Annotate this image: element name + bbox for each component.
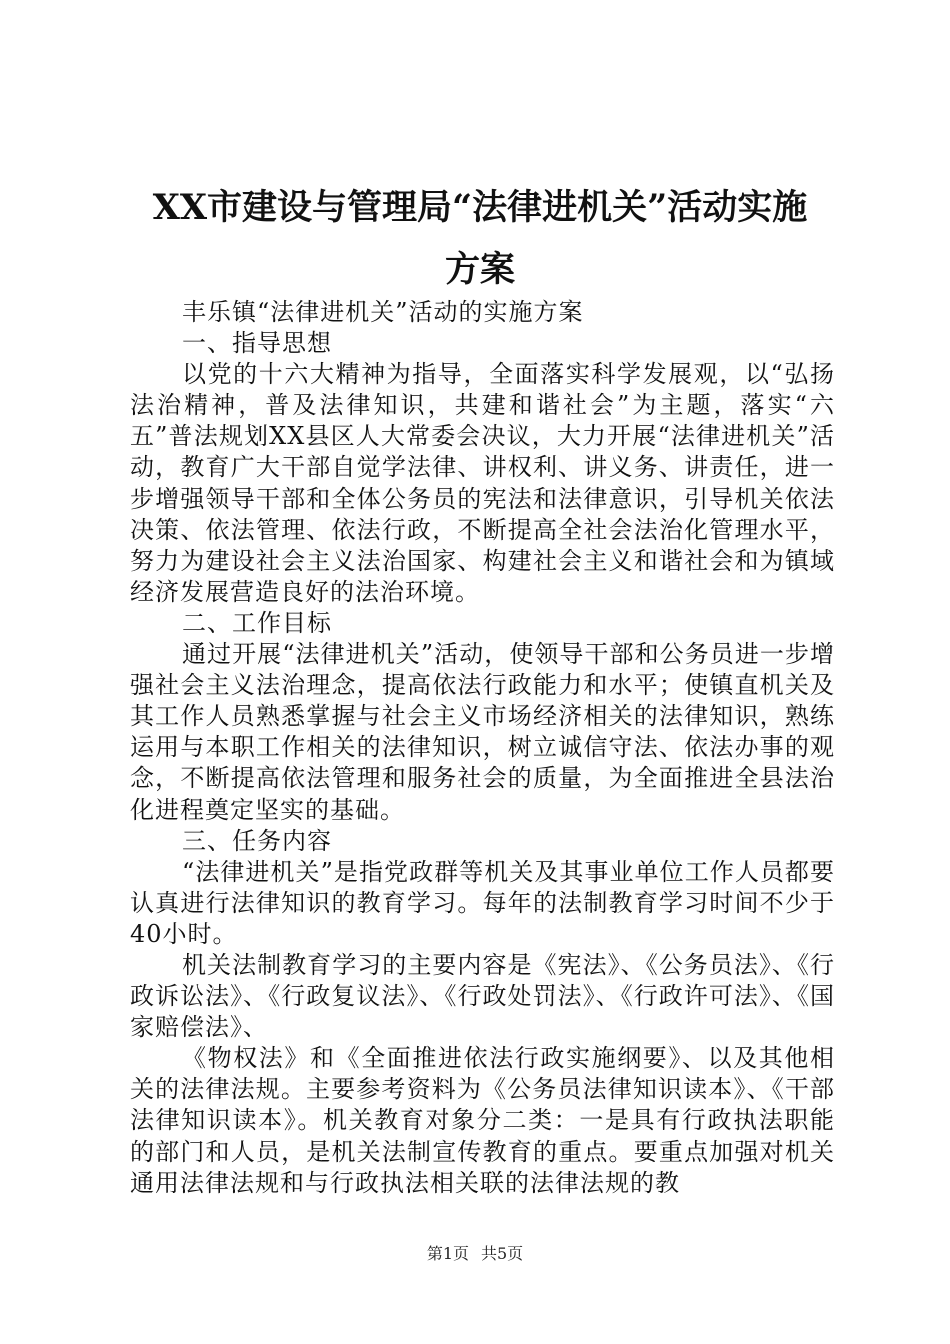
section-heading-work-goals: 二、工作目标 <box>182 608 332 637</box>
document-title-line-2: 方案 <box>444 249 515 290</box>
paragraph-study-content: 机关法制教育学习的主要内容是《宪法》、《公务员法》、《行政诉讼法》、《行政复议法》、《行政处罚法》、《行政许可法》、《国家赔偿法》、 <box>130 950 835 1042</box>
document-title-line-1: XX市建设与管理局“法律进机关”活动实施 <box>152 187 808 228</box>
paragraph-guiding-ideology: 以党的十六大精神为指导，全面落实科学发展观，以“弘扬法治精神，普及法律知识，共建和谐社会”为主题，落实“六五”普法规划XX县区人大常委会决议，大力开展“法律进机关”活动，教育广大干部自觉学法律、讲权利、讲义务、讲责任，进一步增强领导干部和全体公务员的宪法和法律意识，引导机关依法决策、依法管理、依法行政，不断提高全社会法治化管理水平，努力为建设社会主义法治国家、构建社会主义和谐社会和为镇域经济发展营造良好的法治环境。 <box>130 360 835 606</box>
page-footer <box>0 1244 950 1264</box>
document-body <box>130 297 835 1199</box>
page-total: 共5页 <box>481 1244 524 1263</box>
paragraph-task-definition: “法律进机关”是指党政群等机关及其事业单位工作人员都要认真进行法律知识的教育学习。每年的法制教育学习时间不少于40小时。 <box>130 857 835 948</box>
section-heading-task-content: 三、任务内容 <box>182 826 332 855</box>
paragraph-reference-materials: 《物权法》和《全面推进依法行政实施纲要》、以及其他相关的法律法规。主要参考资料为《公务员法律知识读本》、《干部法律知识读本》。机关教育对象分二类：一是具有行政执法职能的部门和人员，是机关法制宣传教育的重点。要重点加强对机关通用法律法规和与行政执法相关联的法律法规的教 <box>130 1044 835 1197</box>
page-number: 第1页 <box>426 1244 469 1263</box>
section-heading-guiding-ideology: 一、指导思想 <box>182 329 332 358</box>
document-subtitle: 丰乐镇“法律进机关”活动的实施方案 <box>182 298 584 326</box>
paragraph-work-goals: 通过开展“法律进机关”活动，使领导干部和公务员进一步增强社会主义法治理念，提高依法行政能力和水平；使镇直机关及其工作人员熟悉掌握与社会主义市场经济相关的法律知识，熟练运用与本职工作相关的法律知识，树立诚信守法、依法办事的观念，不断提高依法管理和服务社会的质量，为全面推进全县法治化进程奠定坚实的基础。 <box>130 640 835 824</box>
